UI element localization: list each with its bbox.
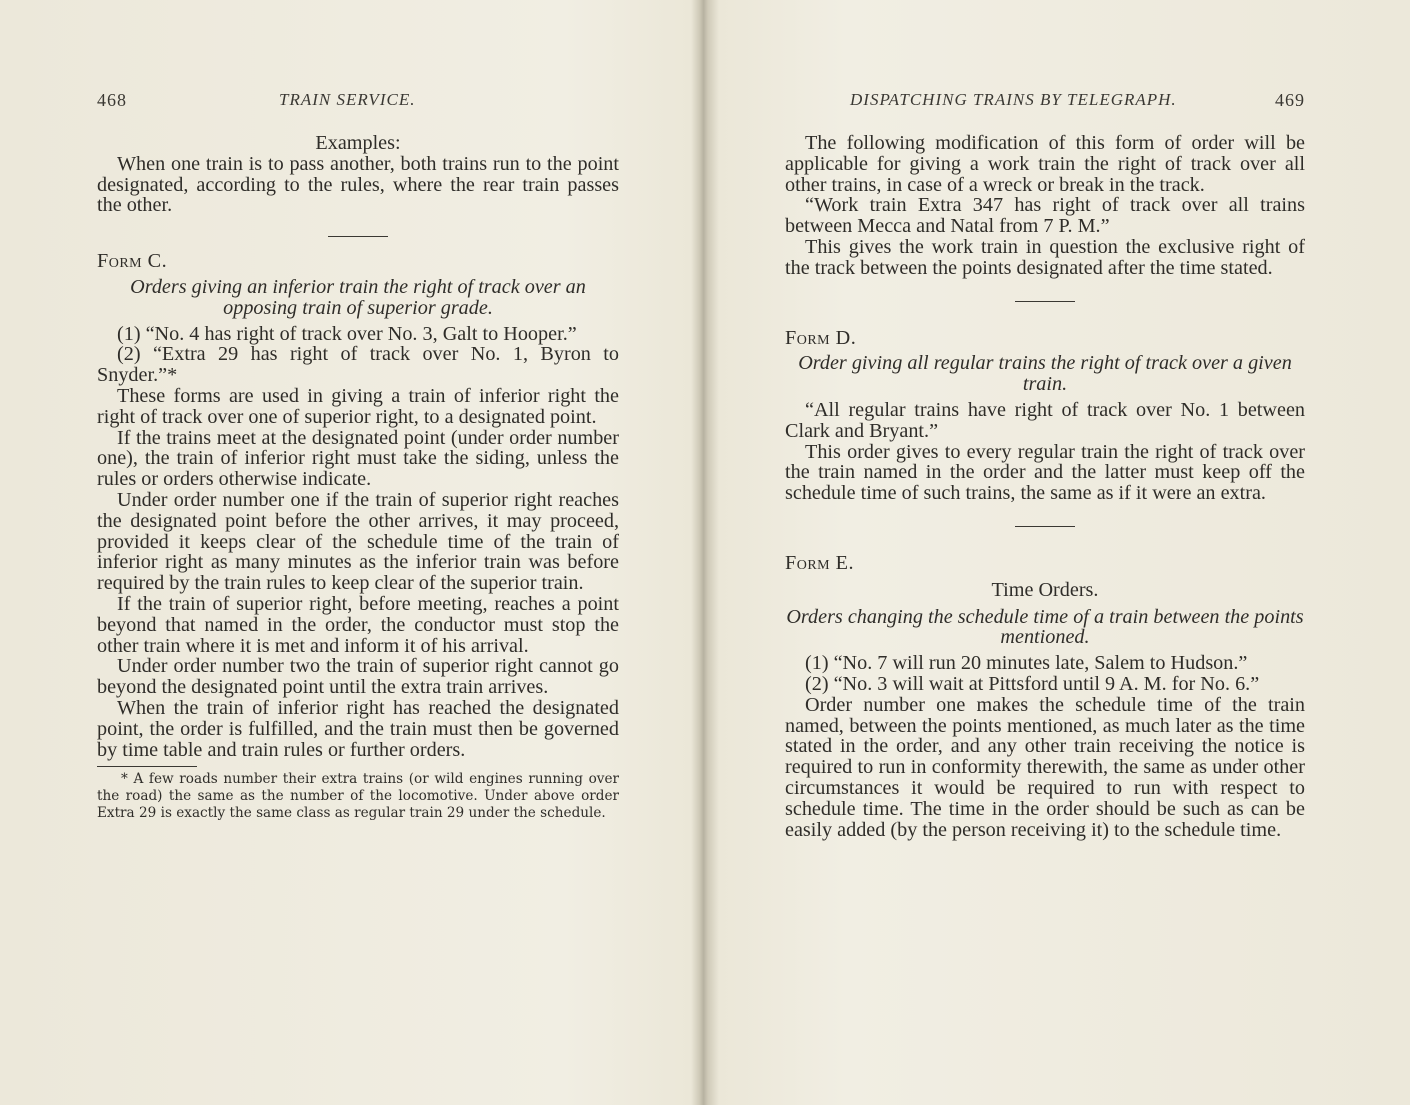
right-body bbox=[785, 133, 1305, 840]
paragraph: If the trains meet at the designated point (under order number one), the train of inferior right must take the siding, unless the rules or orders otherwise indicate. bbox=[97, 426, 619, 491]
examples-text: When one train is to pass another, both trains run to the point designated, according to the rules, where the rear train passes the other. bbox=[97, 152, 619, 217]
right-page-number: 469 bbox=[1275, 90, 1305, 110]
left-running-head bbox=[97, 90, 617, 111]
right-running-head bbox=[850, 90, 1305, 110]
paragraph: When the train of inferior right has reached the designated point, the order is fulfilled, and the train must then be governed by time table and train rules or further orders. bbox=[97, 696, 619, 761]
form-d-title: Form D. bbox=[785, 326, 857, 349]
form-e-order-2: (2) “No. 3 will wait at Pittsford until 9 A. M. for No. 6.” bbox=[805, 672, 1260, 695]
form-e-heading: Time Orders. bbox=[991, 578, 1099, 601]
form-c-title: Form C. bbox=[97, 250, 168, 273]
paragraph: Under order number one if the train of superior right reaches the designated point before the other arrives, it may proceed, provided it keeps clear of the schedule time of the train of inferior right as many minutes as the inferior train was before required by the train rules to keep clear of the superior train. bbox=[97, 488, 619, 595]
paragraph: This order gives to every regular train the right of track over the train named in the order and the latter must keep off the schedule time of such trains, the same as if it were an extra. bbox=[785, 440, 1305, 505]
paragraph: If the train of superior right, before meeting, reaches a point beyond that named in the order, the conductor must stop the other train where it is met and inform it of his arrival. bbox=[97, 592, 619, 657]
paragraph: Under order number two the train of superior right cannot go beyond the designated point until the extra train arrives. bbox=[97, 655, 619, 699]
paragraph: The following modification of this form of order will be applicable for giving a work train the right of track over all other trains, in case of a wreck or break in the track. bbox=[785, 132, 1305, 196]
form-e-title: Form E. bbox=[785, 551, 855, 574]
form-c-subtitle: Orders giving an inferior train the right of track over an opposing train of superior grade. bbox=[130, 275, 586, 319]
form-c-order-1: (1) “No. 4 has right of track over No. 3, Galt to Hooper.” bbox=[117, 322, 577, 345]
left-page-number: 468 bbox=[97, 90, 127, 110]
form-c-order-2: (2) “Extra 29 has right of track over No. 1, Byron to Snyder.”* bbox=[97, 343, 619, 387]
footnote-rule bbox=[97, 766, 197, 767]
left-body bbox=[97, 133, 619, 822]
work-train-order: “Work train Extra 347 has right of track over all trains between Mecca and Natal from 7 P. M.” bbox=[785, 194, 1305, 238]
paragraph: Order number one makes the schedule time of the train named, between the points mentioned, as much later as the time stated in the order, and any other train receiving the notice is required to run in conformity therewith, the same as under other circumstances it would be required to run with respect to schedule time. The time in the order should be such as can be easily added (by the person receiving it) to the schedule time. bbox=[785, 693, 1305, 841]
paragraph: This gives the work train in question the exclusive right of the track between the points designated after the time stated. bbox=[785, 235, 1305, 279]
form-d-subtitle: Order giving all regular trains the right of track over a given train. bbox=[798, 352, 1292, 396]
right-running-title: DISPATCHING TRAINS BY TELEGRAPH. bbox=[850, 90, 1177, 109]
form-e-order-1: (1) “No. 7 will run 20 minutes late, Salem to Hudson.” bbox=[805, 652, 1248, 675]
footnote: * A few roads number their extra trains (or wild engines running over the road) the same as the number of the locomotive. Under above order Extra 29 is exactly the same class as regular train 29 under the schedule. bbox=[97, 771, 619, 822]
left-running-title: TRAIN SERVICE. bbox=[279, 90, 416, 109]
examples-heading: Examples: bbox=[315, 132, 401, 154]
form-e-subtitle: Orders changing the schedule time of a train between the points mentioned. bbox=[786, 605, 1304, 649]
paragraph: These forms are used in giving a train of inferior right the right of track over one of superior right, to a designated point. bbox=[97, 384, 619, 428]
right-page bbox=[705, 0, 1410, 1105]
form-d-order: “All regular trains have right of track over No. 1 between Clark and Bryant.” bbox=[785, 398, 1305, 442]
